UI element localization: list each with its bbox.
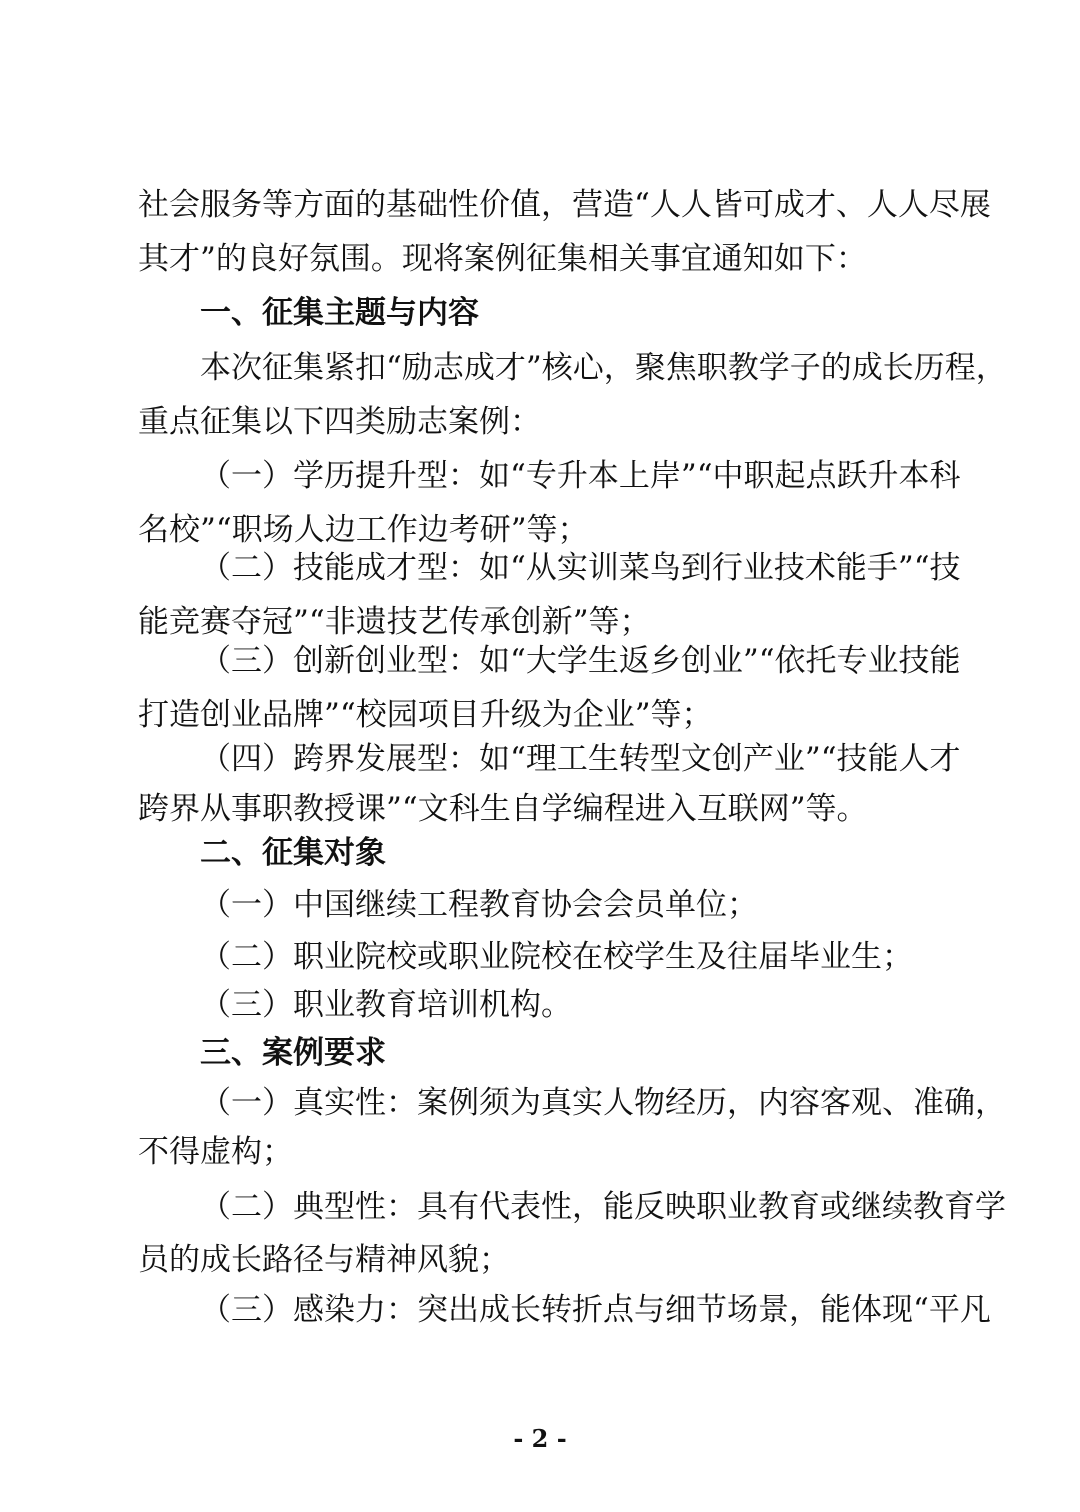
list-item-line: 不得虚构； <box>138 1134 293 1170</box>
paragraph-line: 重点征集以下四类励志案例： <box>138 404 541 440</box>
paragraph-line: 社会服务等方面的基础性价值，营造“人人皆可成才、人人尽展 <box>138 187 991 223</box>
list-item-line: （三）职业教育培训机构。 <box>200 987 572 1023</box>
list-item-line: （三）感染力：突出成长转折点与细节场景，能体现“平凡 <box>200 1292 991 1328</box>
page-number: - 2 - <box>513 1424 567 1453</box>
list-item-line: （一）中国继续工程教育协会会员单位； <box>200 887 758 923</box>
section-heading: 三、案例要求 <box>200 1035 386 1071</box>
paragraph-line: 其才”的良好氛围。现将案例征集相关事宜通知如下： <box>138 241 867 277</box>
list-item-line: （二）职业院校或职业院校在校学生及往届毕业生； <box>200 939 913 975</box>
list-item-line: （三）创新创业型：如“大学生返乡创业”“依托专业技能 <box>200 643 961 679</box>
list-item-line: 名校”“职场人边工作边考研”等； <box>138 512 589 548</box>
list-item-line: 跨界从事职教授课”“文科生自学编程进入互联网”等。 <box>138 791 868 827</box>
list-item-line: （一）真实性：案例须为真实人物经历，内容客观、准确， <box>200 1085 1006 1121</box>
list-item-line: （四）跨界发展型：如“理工生转型文创产业”“技能人才 <box>200 741 961 777</box>
list-item-line: （一）学历提升型：如“专升本上岸”“中职起点跃升本科 <box>200 458 961 494</box>
paragraph-line: 本次征集紧扣“励志成才”核心，聚焦职教学子的成长历程， <box>200 350 1007 386</box>
list-item-line: 打造创业品牌”“校园项目升级为企业”等； <box>138 697 713 733</box>
list-item-line: 能竞赛夺冠”“非遗技艺传承创新”等； <box>138 604 651 640</box>
section-heading: 二、征集对象 <box>200 835 386 871</box>
list-item-line: 员的成长路径与精神风貌； <box>138 1242 510 1278</box>
list-item-line: （二）典型性：具有代表性，能反映职业教育或继续教育学 <box>200 1189 1006 1225</box>
list-item-line: （二）技能成才型：如“从实训菜鸟到行业技术能手”“技 <box>200 550 961 586</box>
section-heading: 一、征集主题与内容 <box>200 295 479 331</box>
